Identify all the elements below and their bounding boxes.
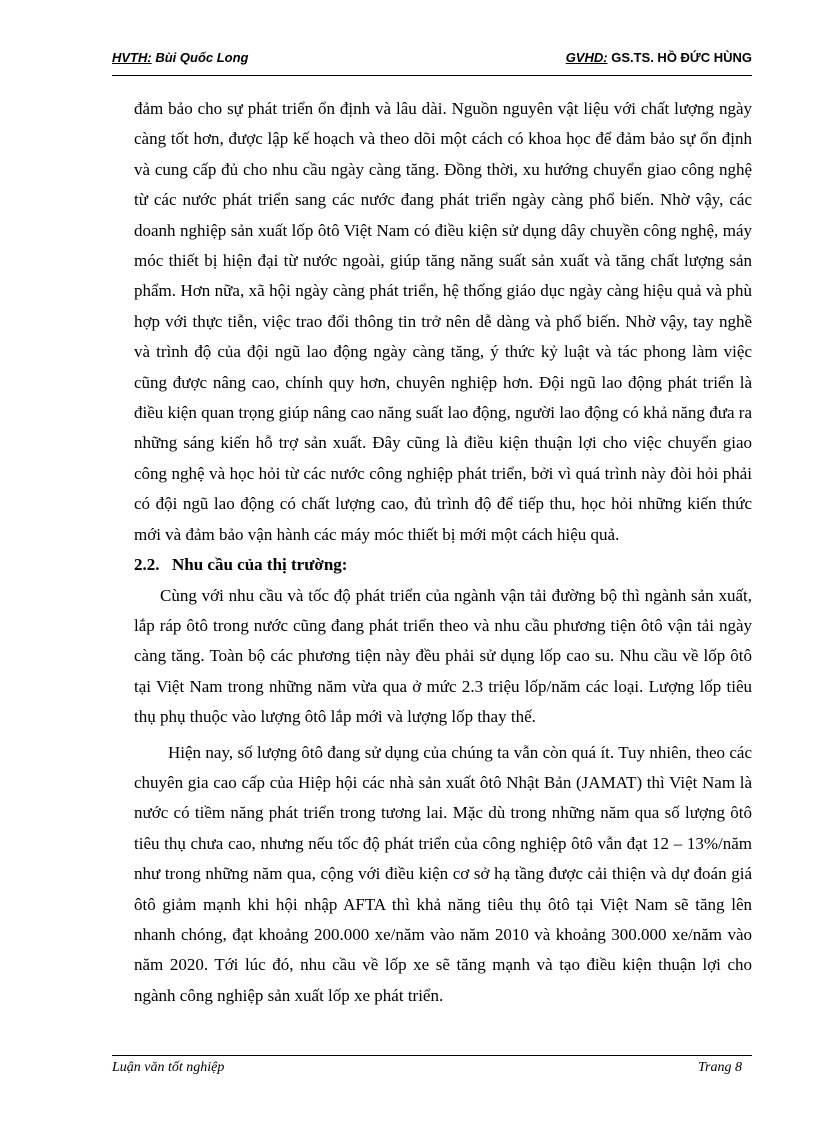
page-body [134, 94, 752, 1011]
student-info [112, 50, 249, 65]
student-name: Bùi Quốc Long [155, 50, 249, 65]
paragraph-continuation: đảm bảo cho sự phát triển ổn định và lâu dài. Nguồn nguyên vật liệu với chất lượng ngày càng tốt hơn, được lập kế hoạch và theo dõi một cách có khoa học để đảm bảo sự ổn định và cung cấp đủ cho nhu cầu ngày càng tăng. Đồng thời, xu hướng chuyển giao công nghệ từ các nước phát triển sang các nước đang phát triển ngày càng phổ biến. Nhờ vậy, các doanh nghiệp sản xuất lốp ôtô Việt Nam có điều kiện sử dụng dây chuyền công nghệ, máy móc thiết bị hiện đại từ nước ngoài, giúp tăng năng suất sản xuất và tăng chất lượng sản phẩm. Hơn nữa, xã hội ngày càng phát triển, hệ thống giáo dục ngày càng hiệu quả và phù hợp với thực tiễn, việc trao đổi thông tin trở nên dễ dàng và phổ biến. Nhờ vậy, tay nghề và trình độ của đội ngũ lao động ngày càng tăng, ý thức kỷ luật và tác phong làm việc cũng được nâng cao, chính quy hơn, chuyên nghiệp hơn. Đội ngũ lao động phát triển là điều kiện quan trọng giúp nâng cao năng suất lao động, người lao động có khả năng đưa ra những sáng kiến hỗ trợ sản xuất. Đây cũng là điều kiện thuận lợi cho việc chuyển giao công nghệ và học hỏi từ các nước công nghiệp phát triển, bởi vì quá trình này đòi hỏi phải có đội ngũ lao động có chất lượng cao, đủ trình độ để tiếp thu, học hỏi những kiến thức mới và đảm bảo vận hành các máy móc thiết bị mới một cách hiệu quả. [134, 99, 752, 544]
student-label: HVTH: [112, 50, 152, 65]
page-number: Trang 8 [698, 1060, 742, 1075]
section-number: 2.2. [134, 555, 160, 575]
section-heading [134, 550, 752, 580]
advisor-info [566, 50, 752, 65]
advisor-name: GS.TS. HỒ ĐỨC HÙNG [611, 50, 752, 65]
header-divider [112, 75, 752, 76]
advisor-label: GVHD: [565, 50, 608, 65]
thesis-label: Luận văn tốt nghiệp [112, 1060, 225, 1075]
paragraph-market-outlook: Hiện nay, số lượng ôtô đang sử dụng của chúng ta vẫn còn quá ít. Tuy nhiên, theo các chuyên gia cao cấp của Hiệp hội các nhà sản xuất ôtô Nhật Bản (JAMAT) thì Việt Nam là nước có tiềm năng phát triển trong tương lai. Mặc dù trong những năm qua số lượng ôtô tiêu thụ chưa cao, nhưng nếu tốc độ phát triển của công nghiệp ôtô vẫn đạt 12 – 13%/năm như trong những năm qua, cộng với điều kiện cơ sở hạ tầng được cải thiện và dự đoán giá ôtô giảm mạnh khi hội nhập AFTA thì khả năng tiêu thụ ôtô tại Việt Nam sẽ tăng lên nhanh chóng, đạt khoảng 200.000 xe/năm vào năm 2010 và khoảng 300.000 xe/năm vào năm 2020. Tới lúc đó, nhu cầu về lốp xe sẽ tăng mạnh và tạo điều kiện thuận lợi cho ngành công nghiệp sản xuất lốp xe phát triển. [134, 742, 752, 1005]
footer-divider [112, 1055, 752, 1056]
paragraph-market-demand: Cùng với nhu cầu và tốc độ phát triển của ngành vận tải đường bộ thì ngành sản xuất, lắp ráp ôtô trong nước cũng đang phát triển theo và nhu cầu phương tiện ôtô vận tải ngày càng tăng. Toàn bộ các phương tiện này đều phải sử dụng lốp cao su. Nhu cầu về lốp ôtô tại Việt Nam trong những năm vừa qua ở mức 2.3 triệu lốp/năm các loại. Lượng lốp tiêu thụ phụ thuộc vào lượng ôtô lắp mới và lượng lốp thay thế. [134, 585, 752, 727]
section-title: Nhu cầu của thị trường: [172, 555, 348, 575]
page-header [112, 50, 752, 72]
